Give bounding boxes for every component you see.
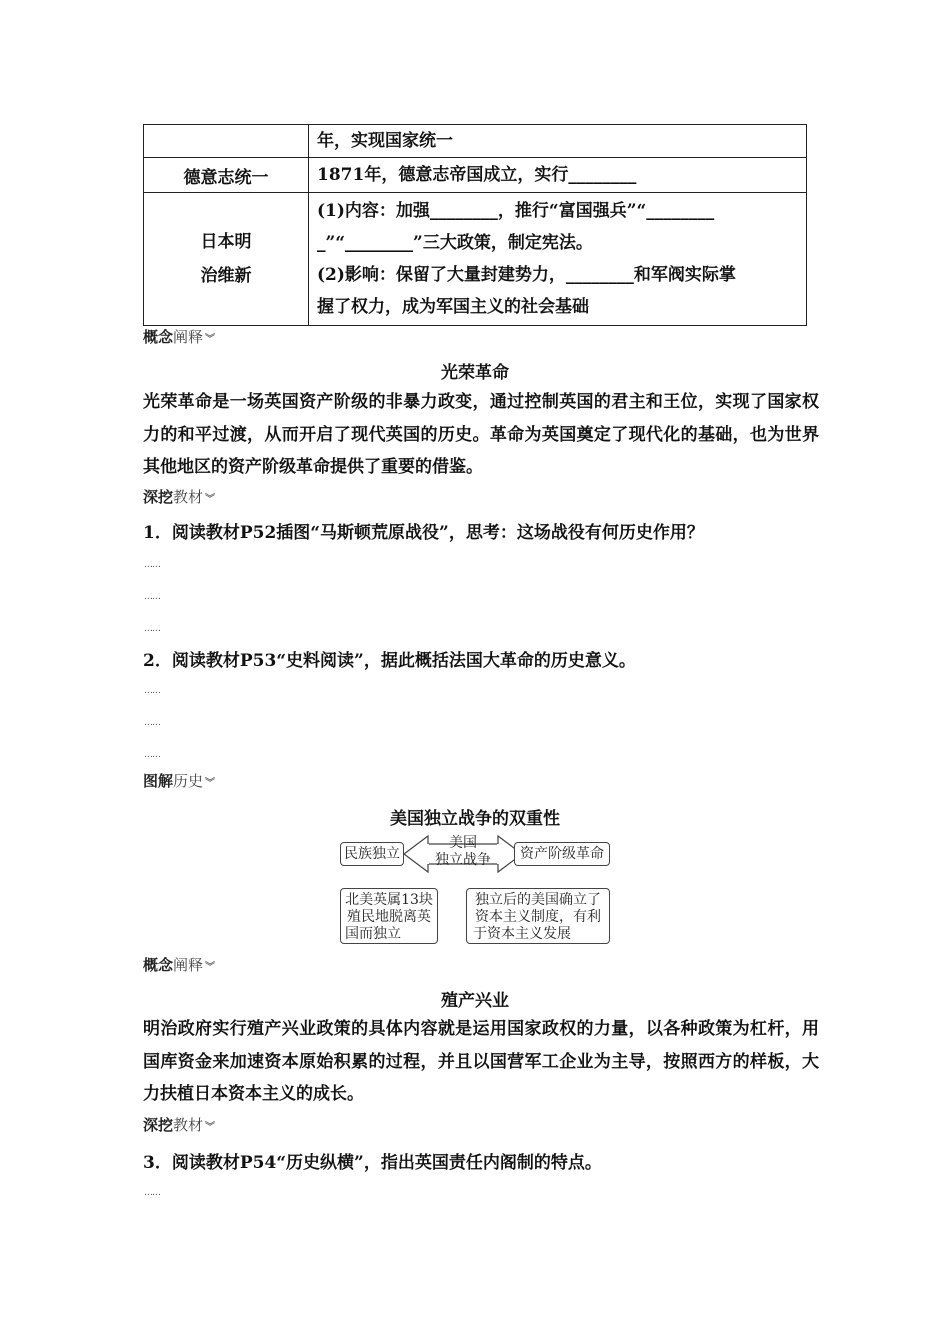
section-title: 光荣革命 (441, 363, 509, 383)
question-2: 2．阅读教材P53“史料阅读”，据此概括法国大革命的历史意义。 (143, 651, 636, 671)
tag-rest: 教材 (173, 488, 204, 506)
table-cell (309, 193, 807, 326)
cell-line: _”“________”三大政策，制定宪法。 (317, 233, 593, 253)
tag-rest: 历史 (173, 772, 204, 790)
box-line: 北美英属13块 (345, 892, 433, 908)
reform-table (143, 124, 807, 326)
box-line: 资本主义制度，有利 (475, 909, 601, 925)
section-tag-textbook (143, 1114, 215, 1135)
answer-line: …… (144, 686, 160, 696)
center-label (425, 833, 501, 873)
section-paragraph: 明治政府实行殖产兴业政策的具体内容就是运用国家政权的力量，以各种政策为杠杆，用国库资金来加速资本原始积累的过程，并且以国营军工企业为主导，按照西方的样板，大力扶植日本资本主义的成长。 (143, 1019, 819, 1104)
chevron-down-icon: ︾ (205, 962, 216, 973)
diagram-title: 美国独立战争的双重性 (390, 809, 560, 829)
chevron-down-icon: ︾ (205, 334, 216, 345)
tag-rest: 教材 (173, 1116, 204, 1134)
box-line: 于资本主义发展 (473, 926, 571, 942)
answer-line: …… (144, 560, 160, 570)
answer-line: …… (144, 1188, 160, 1198)
section-title: 殖产兴业 (441, 991, 509, 1011)
section-tag-diagram (143, 770, 215, 791)
box-line: 国而独立 (345, 926, 401, 942)
tag-rest: 阐释 (173, 956, 204, 974)
answer-line: …… (144, 592, 160, 602)
section-tag-textbook (143, 486, 215, 507)
table-cell: 年，实现国家统一 (309, 125, 807, 158)
cell-line: 握了权力，成为军国主义的社会基础 (317, 297, 589, 317)
answer-line: …… (144, 718, 160, 728)
tag-bold: 图解 (143, 772, 174, 790)
section-paragraph: 光荣革命是一场英国资产阶级的非暴力政变，通过控制英国的君主和王位，实现了国家权力的和平过渡，从而开启了现代英国的历史。革命为英国奠定了现代化的基础，也为世界其他地区的资产阶级革命提供了重要的借鉴。 (143, 392, 819, 477)
center-line: 美国 (449, 835, 477, 851)
table-row (144, 158, 807, 193)
right-box: 资产阶级革命 (514, 842, 610, 866)
chevron-down-icon: ︾ (205, 778, 216, 789)
cell-line: 日本明 (200, 232, 252, 252)
table-cell: 1871年，德意志帝国成立，实行________ (309, 158, 807, 193)
box-line: 殖民地脱离英 (347, 909, 431, 925)
table-row (144, 125, 807, 158)
left-box: 民族独立 (340, 842, 404, 866)
cell-line: (2)影响：保留了大量封建势力，________和军阀实际掌 (317, 265, 736, 285)
cell-line: (1)内容：加强________，推行“富国强兵”“________ (317, 201, 715, 221)
box-line: 独立后的美国确立了 (475, 892, 601, 908)
bottom-right-box (466, 888, 610, 944)
question-1: 1．阅读教材P52插图“马斯顿荒原战役”，思考：这场战役有何历史作用？ (143, 523, 704, 543)
chevron-down-icon: ︾ (205, 494, 216, 505)
tag-bold: 深挖 (143, 488, 174, 506)
center-line: 独立战争 (435, 852, 491, 868)
question-3: 3．阅读教材P54“历史纵横”，指出英国责任内阁制的特点。 (143, 1153, 602, 1173)
answer-line: …… (144, 624, 160, 634)
tag-bold: 深挖 (143, 1116, 174, 1134)
table-row (144, 193, 807, 326)
cell-line: 治维新 (200, 266, 252, 286)
bottom-left-box (340, 888, 438, 944)
table-cell: 德意志统一 (144, 158, 309, 193)
chevron-down-icon: ︾ (205, 1122, 216, 1133)
duality-diagram (338, 830, 618, 950)
tag-rest: 阐释 (173, 328, 204, 346)
tag-bold: 概念 (143, 328, 174, 346)
section-tag-concept (143, 954, 215, 975)
section-tag-concept (143, 326, 215, 347)
table-cell (144, 193, 309, 326)
tag-bold: 概念 (143, 956, 174, 974)
answer-line: …… (144, 750, 160, 760)
table-cell (144, 125, 309, 158)
